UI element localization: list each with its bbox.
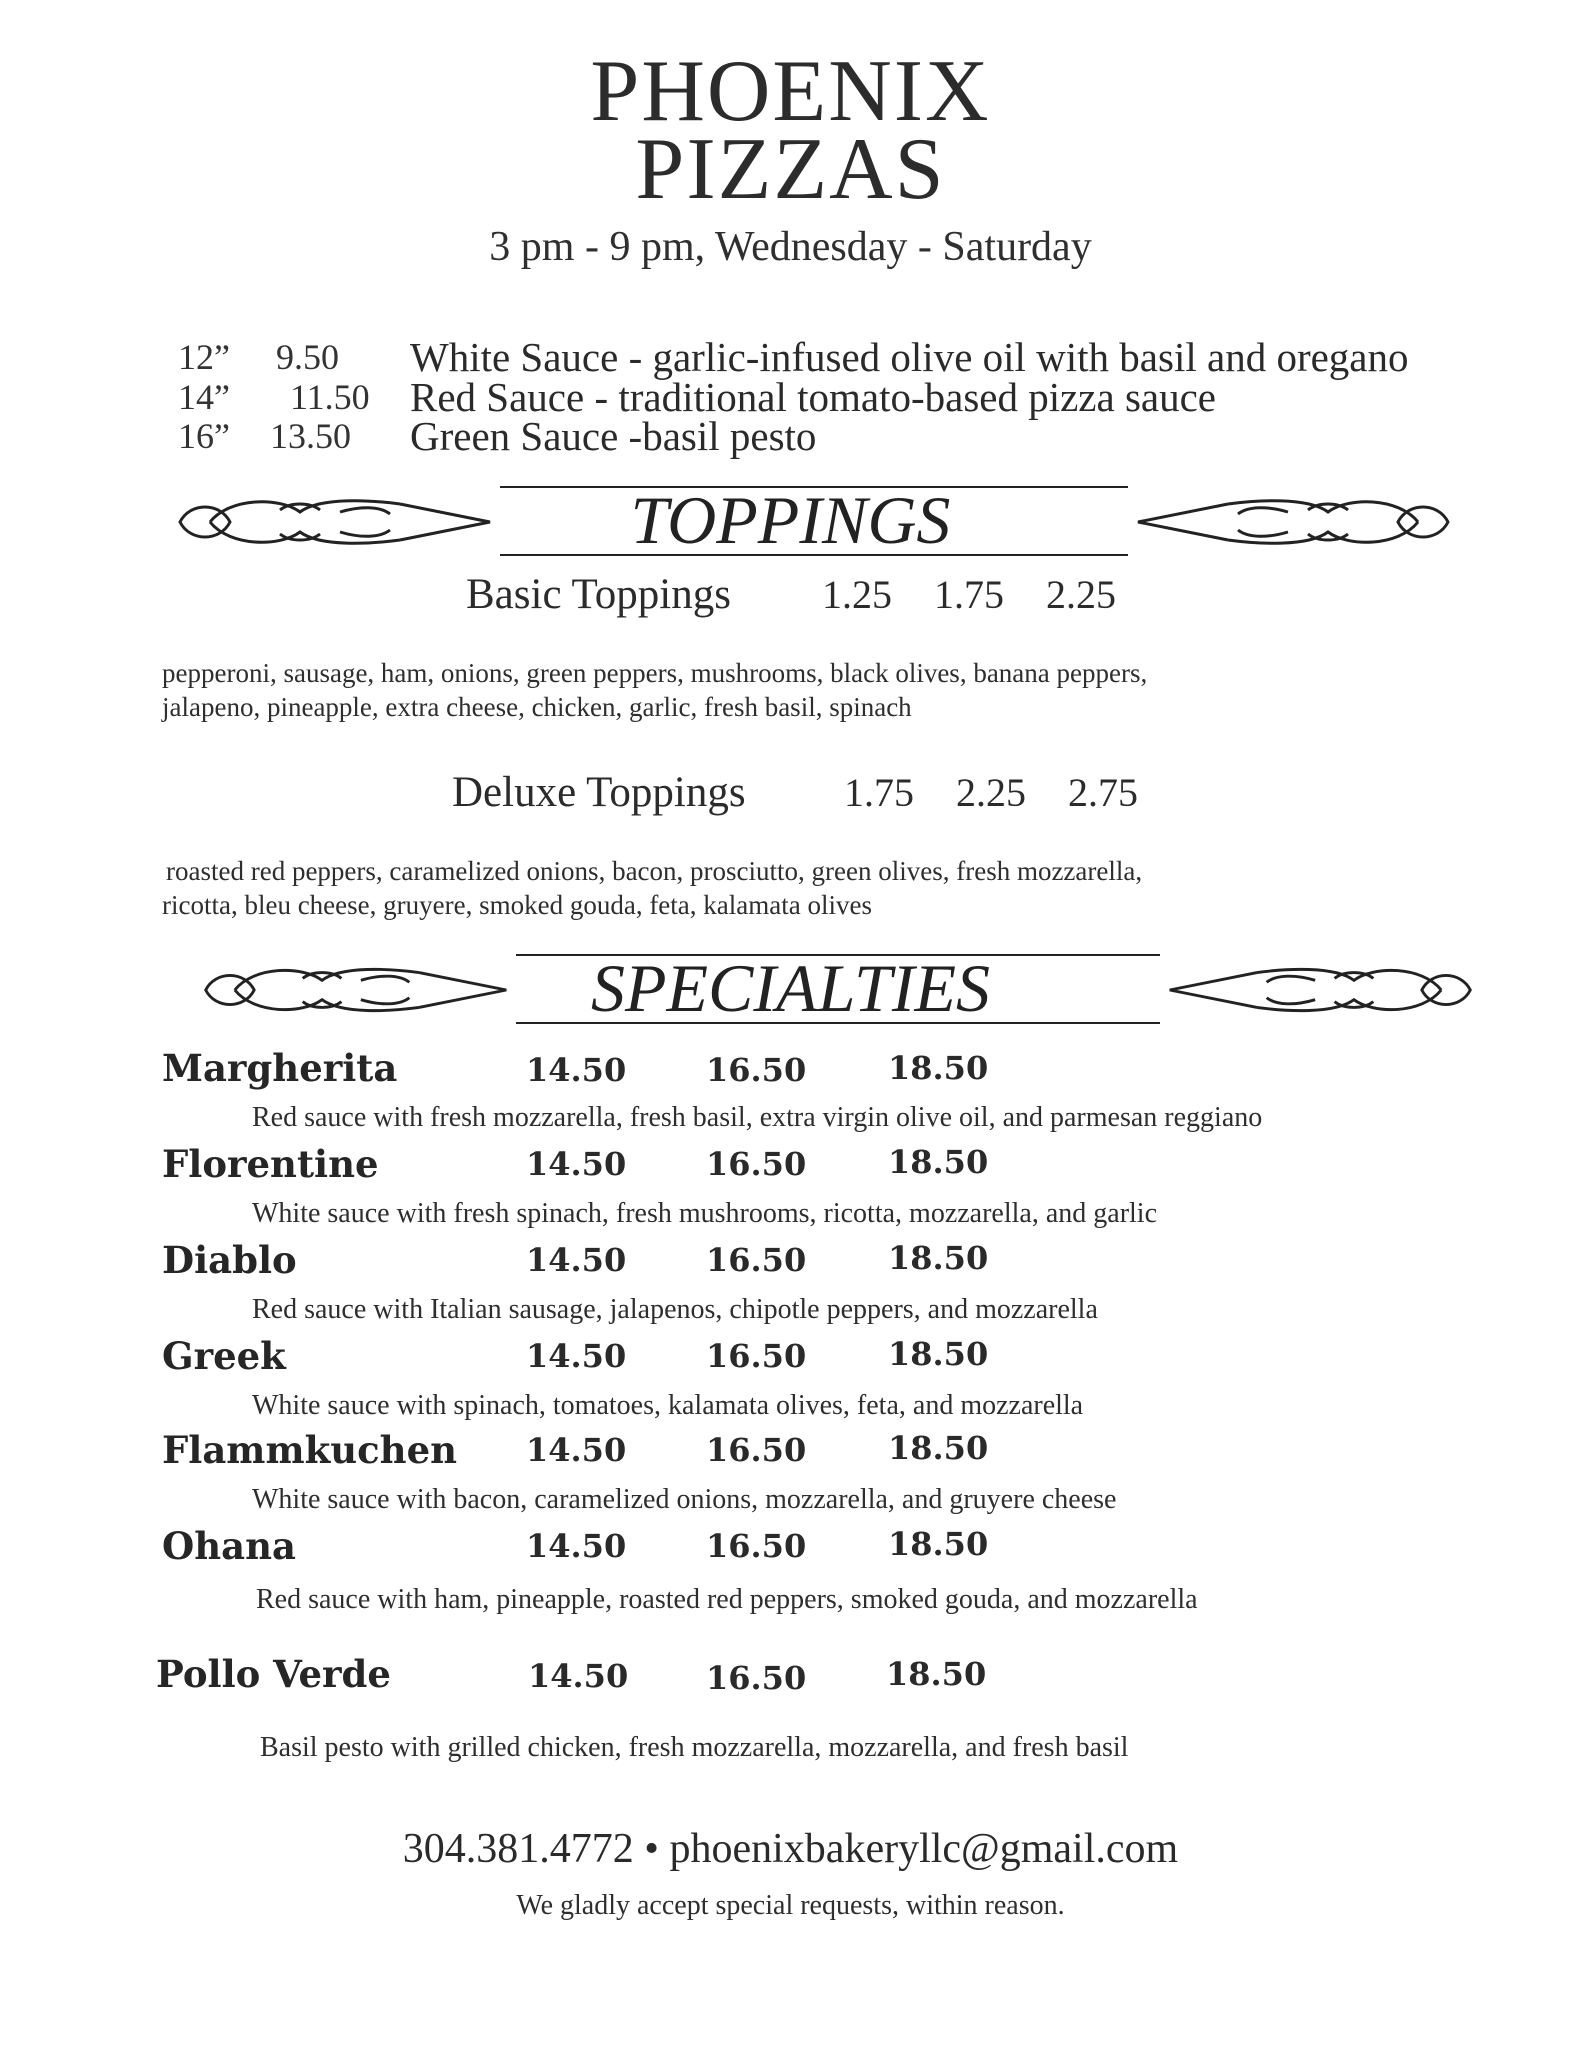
base-price: 9.50 [276, 337, 339, 377]
pizza-price: 18.50 [886, 1655, 987, 1693]
pizza-name: Flammkuchen [162, 1428, 458, 1472]
pizza-price: 14.50 [526, 1527, 627, 1565]
pizza-description: White sauce with spinach, tomatoes, kalamata olives, feta, and mozzarella [252, 1390, 1084, 1421]
deluxe-toppings-list: roasted red peppers, caramelized onions, bacon, prosciutto, green olives, fresh mozzarella, [166, 856, 1143, 886]
pizza-price: 16.50 [706, 1527, 807, 1565]
pizza-price: 16.50 [706, 1145, 807, 1183]
pizza-description: Red sauce with fresh mozzarella, fresh basil, extra virgin olive oil, and parmesan reggiano [252, 1102, 1263, 1133]
pizza-price: 14.50 [526, 1051, 627, 1089]
topping-price: 1.75 [934, 572, 1004, 617]
contact-info: 304.381.4772 • phoenixbakeryllc@gmail.com [402, 1826, 1179, 1872]
sauce-option: Red Sauce - traditional tomato-based pizza sauce [410, 374, 1217, 420]
base-price: 13.50 [270, 416, 351, 456]
sauce-option: White Sauce - garlic-infused olive oil with basil and oregano [410, 334, 1409, 380]
topping-price: 1.25 [822, 572, 892, 617]
menu-title-line-1: PHOENIX [590, 43, 991, 140]
pizza-description: White sauce with fresh spinach, fresh mushrooms, ricotta, mozzarella, and garlic [252, 1198, 1158, 1229]
deluxe-toppings-list: ricotta, bleu cheese, gruyere, smoked gouda, feta, kalamata olives [162, 890, 872, 920]
pizza-price: 16.50 [706, 1241, 807, 1279]
pizza-price: 18.50 [888, 1143, 989, 1181]
deluxe-toppings-label: Deluxe Toppings [452, 769, 746, 816]
pizza-price: 16.50 [706, 1659, 807, 1697]
pizza-price: 18.50 [888, 1429, 989, 1467]
pizza-description: Red sauce with Italian sausage, jalapenos, chipotle peppers, and mozzarella [252, 1294, 1098, 1325]
pizza-price: 16.50 [706, 1431, 807, 1469]
topping-price: 2.25 [1046, 572, 1116, 617]
pizza-price: 14.50 [526, 1337, 627, 1375]
basic-toppings-label: Basic Toppings [466, 571, 731, 618]
topping-price: 1.75 [844, 770, 914, 815]
base-price: 11.50 [290, 377, 370, 417]
sauce-option: Green Sauce -basil pesto [410, 413, 817, 459]
specialties-heading: SPECIALTIES [590, 950, 991, 1026]
pizza-price: 18.50 [888, 1335, 989, 1373]
pizza-price: 14.50 [526, 1241, 627, 1279]
size-label: 14” [178, 377, 230, 417]
toppings-heading: TOPPINGS [630, 482, 951, 558]
topping-price: 2.25 [956, 770, 1026, 815]
pizza-price: 14.50 [528, 1657, 629, 1695]
menu-title-line-2: PIZZAS [635, 121, 946, 218]
pizza-price: 14.50 [526, 1145, 627, 1183]
pizza-name: Pollo Verde [156, 1652, 391, 1696]
pizza-price: 18.50 [888, 1239, 989, 1277]
special-requests-note: We gladly accept special requests, within reason. [516, 1890, 1065, 1921]
pizza-name: Diablo [162, 1238, 297, 1282]
size-label: 16” [178, 416, 230, 456]
opening-hours: 3 pm - 9 pm, Wednesday - Saturday [489, 224, 1092, 270]
pizza-description: Basil pesto with grilled chicken, fresh mozzarella, mozzarella, and fresh basil [260, 1732, 1129, 1763]
size-label: 12” [178, 337, 230, 377]
pizza-price: 18.50 [888, 1049, 989, 1087]
pizza-name: Ohana [162, 1524, 296, 1568]
basic-toppings-list: pepperoni, sausage, ham, onions, green peppers, mushrooms, black olives, banana peppers, [162, 658, 1148, 688]
pizza-name: Margherita [162, 1046, 398, 1090]
pizza-price: 18.50 [888, 1525, 989, 1563]
pizza-description: Red sauce with ham, pineapple, roasted red peppers, smoked gouda, and mozzarella [256, 1584, 1198, 1615]
pizza-price: 14.50 [526, 1431, 627, 1469]
pizza-description: White sauce with bacon, caramelized onions, mozzarella, and gruyere cheese [252, 1484, 1117, 1515]
pizza-price: 16.50 [706, 1051, 807, 1089]
pizza-name: Florentine [162, 1142, 379, 1186]
pizza-price: 16.50 [706, 1337, 807, 1375]
basic-toppings-list: jalapeno, pineapple, extra cheese, chicken, garlic, fresh basil, spinach [162, 692, 912, 722]
topping-price: 2.75 [1068, 770, 1138, 815]
pizza-name: Greek [162, 1334, 286, 1378]
